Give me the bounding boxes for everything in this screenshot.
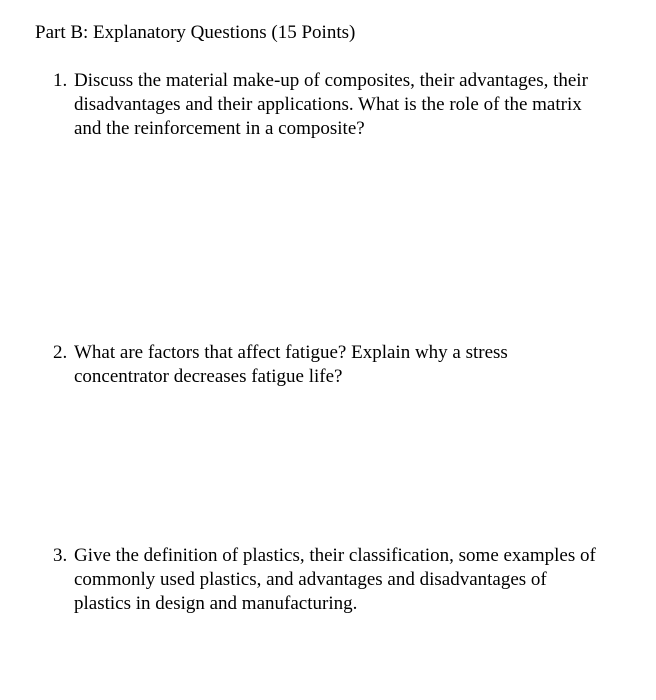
question-number: 2. bbox=[53, 342, 68, 363]
section-title: Part B: Explanatory Questions (15 Points) bbox=[35, 22, 356, 43]
question-text-line: Discuss the material make-up of composites, their advantages, their bbox=[74, 70, 588, 91]
question-text-line: plastics in design and manufacturing. bbox=[74, 593, 358, 614]
question-text-line: and the reinforcement in a composite? bbox=[74, 118, 365, 139]
question-text-line: Give the definition of plastics, their classification, some examples of bbox=[74, 545, 596, 566]
question-3 bbox=[53, 544, 596, 616]
question-text-line: disadvantages and their applications. What is the role of the matrix bbox=[74, 94, 582, 115]
question-2 bbox=[53, 341, 508, 389]
question-1 bbox=[53, 69, 588, 141]
question-text-line: commonly used plastics, and advantages and disadvantages of bbox=[74, 569, 547, 590]
question-number: 1. bbox=[53, 70, 68, 91]
question-number: 3. bbox=[53, 545, 68, 566]
question-text-line: What are factors that affect fatigue? Explain why a stress bbox=[74, 342, 508, 363]
question-text-line: concentrator decreases fatigue life? bbox=[74, 366, 343, 387]
